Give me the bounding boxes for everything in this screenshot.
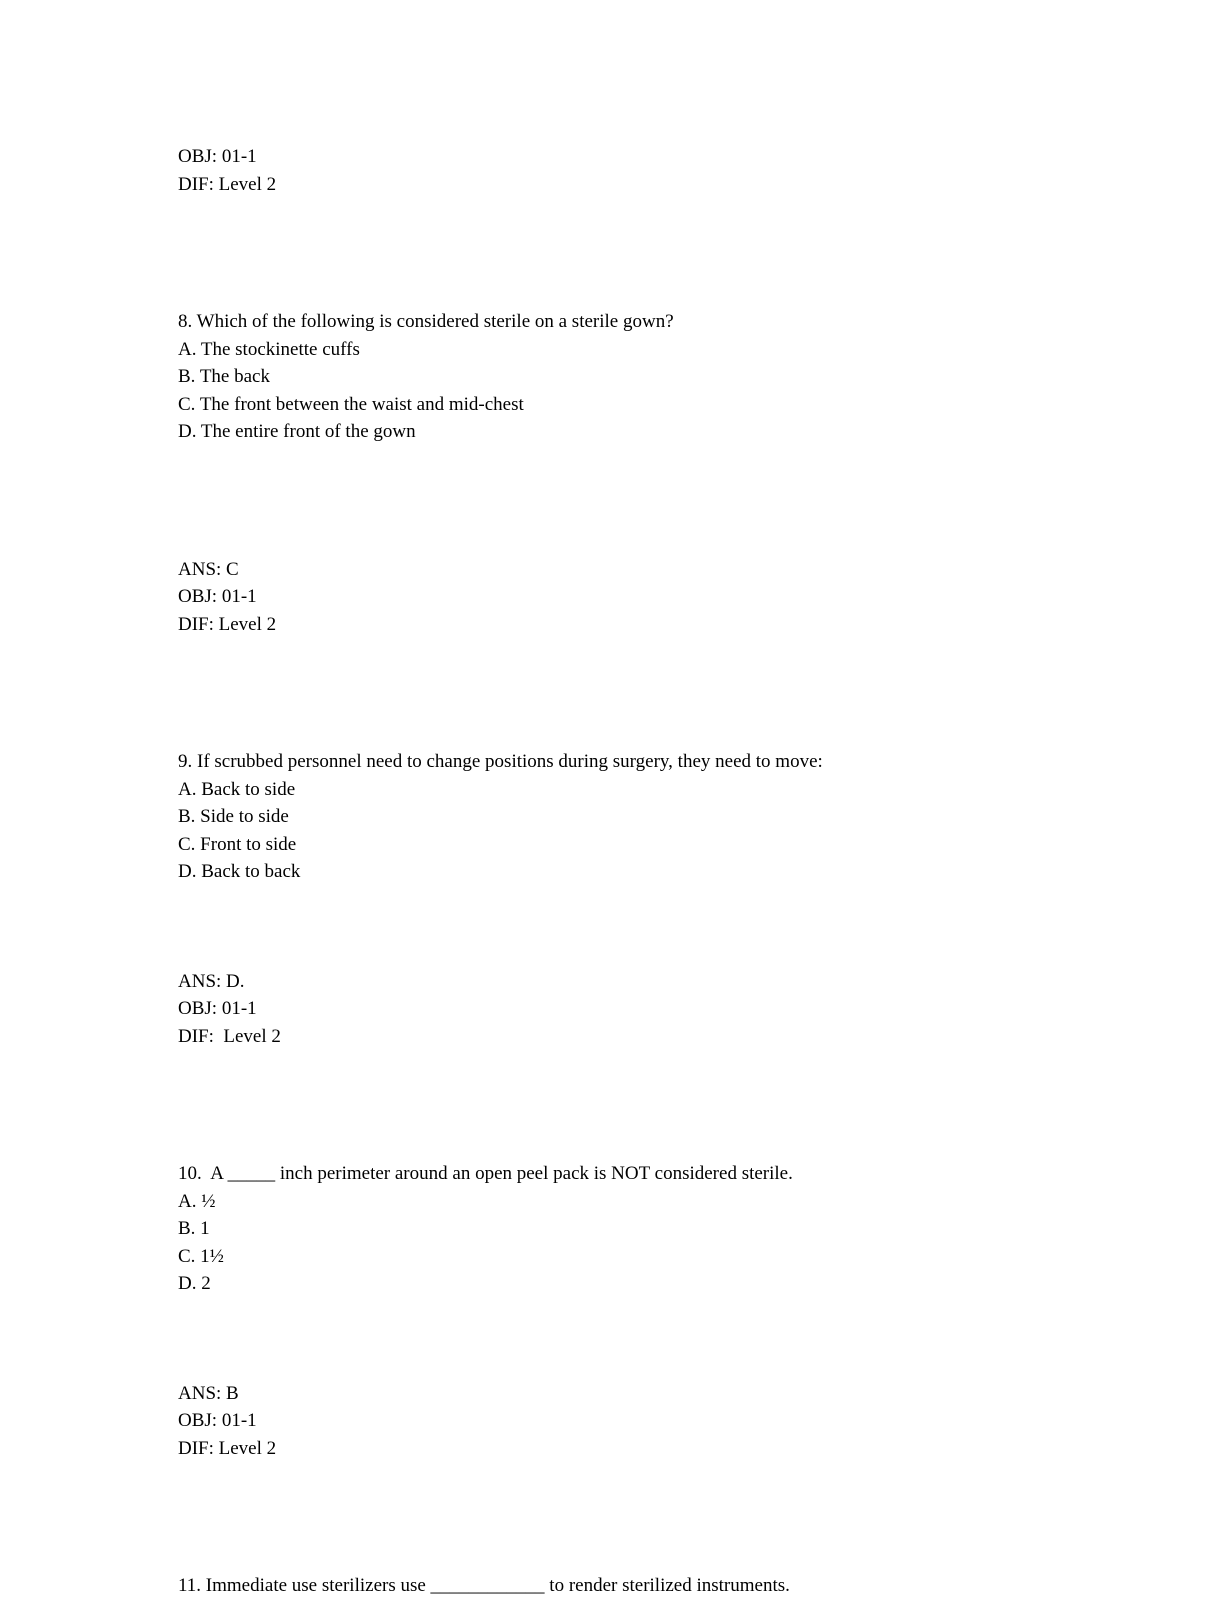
meta-block-top [178, 143, 1104, 198]
question-10-obj: OBJ: 01-1 [178, 1410, 257, 1431]
question-8-answer-block [178, 556, 1104, 639]
question-9-choice-b: B. Side to side [178, 806, 289, 827]
question-9-choice-a: A. Back to side [178, 778, 296, 800]
question-10-ans: ANS: B [178, 1382, 239, 1404]
question-10-text: 10. A _____ inch perimeter around an open peel pack is NOT considered sterile. [178, 1163, 793, 1184]
meta-obj: OBJ: 01-1 [178, 146, 257, 167]
question-8-block [178, 308, 1104, 446]
question-11-block [178, 1572, 1104, 1600]
question-8-choice-c: C. The front between the waist and mid-chest [178, 393, 524, 415]
question-8-choice-b: B. The back [178, 366, 270, 387]
question-8-obj: OBJ: 01-1 [178, 586, 257, 607]
question-8-ans: ANS: C [178, 558, 239, 580]
question-9-ans: ANS: D. [178, 970, 245, 992]
question-9-text: 9. If scrubbed personnel need to change positions during surgery, they need to move: [178, 751, 823, 772]
question-10-answer-block [178, 1380, 1104, 1463]
question-10-choice-c: C. 1½ [178, 1245, 224, 1267]
question-10-choice-a: A. ½ [178, 1190, 216, 1212]
question-10-choice-d: D. 2 [178, 1273, 211, 1294]
question-9-obj: OBJ: 01-1 [178, 998, 257, 1019]
question-8-choice-d: D. The entire front of the gown [178, 421, 416, 442]
question-10-dif: DIF: Level 2 [178, 1437, 277, 1459]
question-8-dif: DIF: Level 2 [178, 613, 277, 635]
question-9-block [178, 748, 1104, 886]
question-9-choice-d: D. Back to back [178, 861, 301, 882]
question-11-text: 11. Immediate use sterilizers use ____________ to render sterilized instruments. [178, 1575, 790, 1596]
question-9-answer-block [178, 968, 1104, 1051]
question-9-dif: DIF: Level 2 [178, 1025, 281, 1047]
meta-dif: DIF: Level 2 [178, 173, 277, 195]
question-8-text: 8. Which of the following is considered sterile on a sterile gown? [178, 311, 674, 332]
question-10-block [178, 1160, 1104, 1298]
question-8-choice-a: A. The stockinette cuffs [178, 338, 360, 360]
question-9-choice-c: C. Front to side [178, 833, 297, 855]
question-10-choice-b: B. 1 [178, 1218, 210, 1239]
